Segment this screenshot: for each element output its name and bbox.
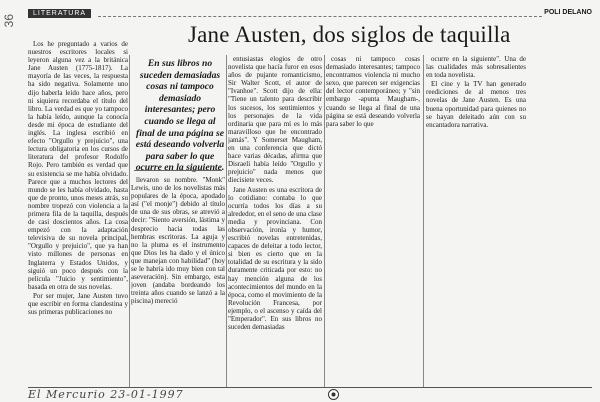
article-column-4 <box>326 55 420 390</box>
date-stamp: El Mercurio 23-01-1997 <box>28 388 184 401</box>
article-title: Jane Austen, dos siglos de taquilla <box>188 22 511 47</box>
section-label: LITERATURA <box>28 9 91 18</box>
pull-quote: En sus libros no suceden demasiadas cosas ni tampoco demasiado interesantes; pero cuando se llega al final de una página se está deseando volverla para saber lo que ocurre en la siguiente. <box>135 58 225 174</box>
column-divider <box>324 55 325 388</box>
paragraph: ocurre en la siguiente". Una de las cualidades más sobresalientes en toda novelista. <box>426 55 526 80</box>
paragraph: El cine y la TV han generado reediciones de al menos tres novelas de Jane Austen. Es una buena oportunidad para quienes no se hayan deleitado aún con su encantadora narrativa. <box>426 80 526 129</box>
paragraph: entusiastas elogios de otro novelista que hacía furor en esos años de pujante romanticismo, Sir Walter Scott, el autor de "Ivanhoe". Scott dijo de ella: "Tiene un talento para describir los sucesos, los sentimientos y los personajes de la vida ordinaria que para mí es lo más maravilloso que he encontrado jamás". Y Somerset Maugham, en una conferencia que dictó hace varias décadas, afirma que Disraeli había leído "Orgullo y prejuicio" nada menos que diecisiete veces. <box>228 55 322 185</box>
newspaper-seal-icon <box>328 389 339 400</box>
article-column-5 <box>426 55 526 135</box>
paragraph: Por ser mujer, Jane Austen tuvo que escribir en forma clandestina y sus primeras publicaciones no <box>28 291 128 317</box>
header-rule <box>98 16 542 17</box>
article-column-2 <box>131 176 225 390</box>
clipping-footer <box>28 387 592 400</box>
paragraph: Los he preguntado a varios de nuestros escritores locales si leyeron alguna vez a la británica Jane Austen (1775-1817). La mayoría de las veces, la respuesta ha sido negativa. Solamente uno dijo haberla leído hace años, pero ni siquiera recordaba el título del libro. La verdad es que yo tampoco la había leído, aunque la conocía desde mi época de estudiante del inglés. La inglesa escribió en efecto "Orgullo y prejuicio", una lectura obligatoria en los cursos de literatura del profesor Rodolfo Rojo. Pero también es verdad que su existencia se me había olvidado. Parece que a muchos lectores del mundo se les había olvidado, hasta que de pronto, unos meses atrás, su nombre tropezó con violencia a la primera fila de la taquilla, después de casi doscientos años. La cosa empezó con la adaptación televisiva de su novela principal, "Orgullo y prejuicio", que ya han visto millones de personas en Inglaterra y Estados Unidos, y siguió un poco después con la película "Juicio y sentimiento", basada en otra de sus novelas. <box>28 40 128 291</box>
article-column-3 <box>228 55 322 390</box>
pull-quote-rule <box>134 170 222 171</box>
article-column-1 <box>28 40 128 390</box>
author-byline: POLI DELANO <box>544 9 592 16</box>
paragraph: llevaron su nombre. "Monk" Lewis, uno de los novelistas más populares de la época, apodado así ("el monje") debido al título de una de sus obras, se atrevió a decir: "Siento aversión, lástima y desprecio hacia todas las hembras escritoras. La aguja y no la pluma es el instrumento que Dios les ha dado y el único que manejan con habilidad" (hoy se le habría ido muy bien con tal aseveración). Sin embargo, esta joven (andaba bordeando los treinta años cuando se lanzó a la piscina) mereció <box>131 176 225 306</box>
column-divider <box>129 55 130 388</box>
section-header <box>28 9 592 18</box>
column-divider <box>226 55 227 388</box>
margin-page-note: 36 <box>2 14 16 28</box>
paragraph: cosas ni tampoco cosas demasiado interesantes; tampoco encontramos violencia ni mucho sexo, que parecen ser exigencias del lector contemporáneo; y "sin embargo -apunta Maugham-, cuando se llega al final de una página se está deseando volverla para saber lo que <box>326 55 420 128</box>
paragraph: Jane Austen es una escritora de lo cotidiano: contaba lo que ocurría todos los días a su alrededor, en el seno de una clase media y provinciana. Con observación, ironía y humor, escribió novelas entretenidas, capaces de deleitar a todo lector, si bien es cierto que en la totalidad de su escritura y la sido duramente criticada por esto: no hay mención alguna de los acontecimientos del mundo en la época, como el movimiento de la Revolución Francesa, por ejemplo, o el ascenso y caída del "Emperador". En sus libros no suceden demasiadas <box>228 185 322 332</box>
column-divider <box>423 55 424 388</box>
